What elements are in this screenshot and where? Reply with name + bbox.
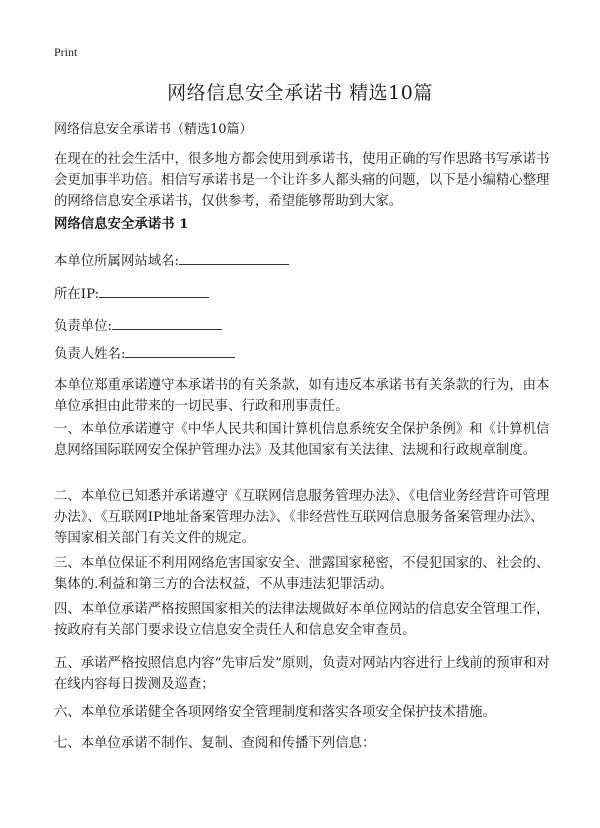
domain-field (54, 250, 289, 272)
field-label: 负责单位: (54, 319, 113, 334)
intro-paragraph: 在现在的社会生活中，很多地方都会使用到承诺书，使用正确的写作思路书写承诺书会更加事半功倍。相信写承诺书是一个让许多人都头痛的问题，以下是小编精心整理的网络信息安全承诺书，仅供参考，希望能够帮助到大家。 (54, 152, 550, 209)
ip-blank-line (99, 283, 209, 298)
body-paragraph: 一、本单位承诺遵守《中华人民共和国计算机信息系统安全保护条例》和《计算机信息网络国际联网安全保护管理办法》及其他国家有关法律、法规和行政规章制度。 (54, 422, 550, 458)
body-paragraph: 七、本单位承诺不制作、复制、查阅和传播下列信息： (54, 736, 376, 751)
document-subtitle: 网络信息安全承诺书（精选10篇） (54, 122, 253, 137)
field-label: 本单位所属网站域名: (54, 254, 180, 269)
field-label: 负责人姓名: (54, 347, 126, 362)
body-paragraph: 四、本单位承诺严格按照国家相关的法律法规做好本单位网站的信息安全管理工作，按政府有关部门要求设立信息安全责任人和信息安全审查员。 (54, 602, 550, 638)
unit-blank-line (112, 315, 222, 330)
body-paragraph: 六、本单位承诺健全各项网络安全管理制度和落实各项安全保护技术措施。 (54, 705, 496, 720)
body-paragraph: 三、本单位保证不利用网络危害国家安全、泄露国家秘密，不侵犯国家的、社会的、集体的.利益和第三方的合法权益，不从事违法犯罪活动。 (54, 556, 550, 592)
unit-field (54, 315, 222, 337)
domain-blank-line (179, 250, 289, 265)
body-paragraph: 五、承诺严格按照信息内容“先审后发”原则，负责对网站内容进行上线前的预审和对在线内容每日拨测及巡查； (54, 656, 550, 692)
field-label: 所在IP: (54, 287, 100, 302)
section-heading: 网络信息安全承诺书 1 (54, 216, 189, 232)
print-label[interactable]: Print (54, 45, 78, 59)
person-blank-line (125, 343, 235, 358)
document-title: 网络信息安全承诺书 精选10篇 (167, 82, 433, 104)
person-field (54, 343, 235, 365)
body-paragraph: 二、本单位已知悉并承诺遵守《互联网信息服务管理办法》、《电信业务经营许可管理办法》、《互联网IP地址备案管理办法》、《非经营性互联网信息服务备案管理办法》、等国家相关部门有关文件的规定。 (54, 489, 550, 546)
ip-field (54, 283, 209, 305)
body-paragraph: 本单位郑重承诺遵守本承诺书的有关条款，如有违反本承诺书有关条款的行为，由本单位承担由此带来的一切民事、行政和刑事责任。 (54, 378, 550, 414)
